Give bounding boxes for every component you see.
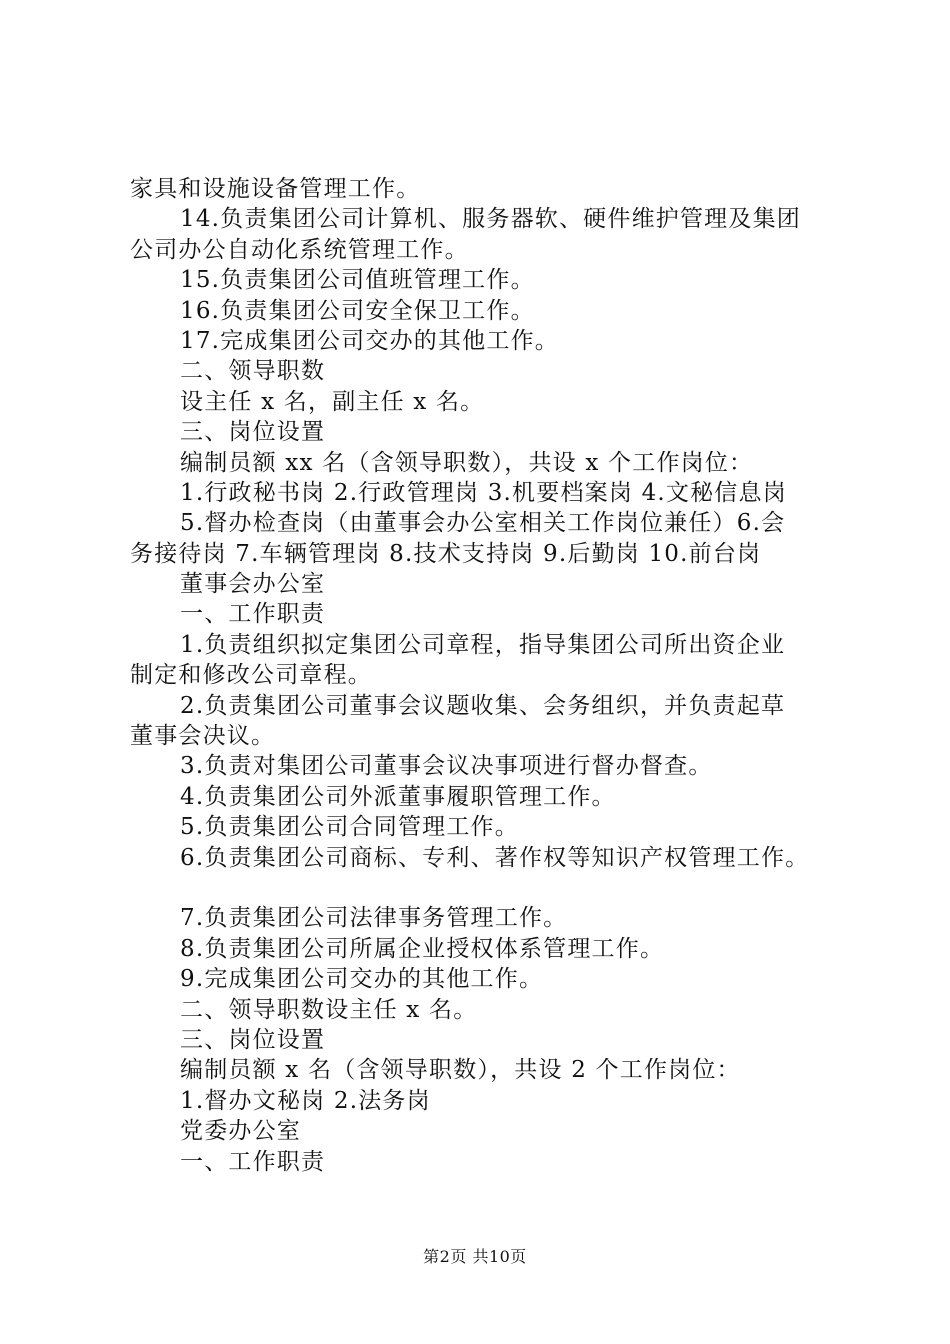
text-line: 设主任 x 名，副主任 x 名。 <box>180 388 485 415</box>
text-line: 1.督办文秘岗 2.法务岗 <box>180 1087 431 1114</box>
text-line: 6.负责集团公司商标、专利、著作权等知识产权管理工作。 <box>180 844 810 871</box>
text-line: 8.负责集团公司所属企业授权体系管理工作。 <box>180 935 665 962</box>
text-line: 4.负责集团公司外派董事履职管理工作。 <box>180 783 616 810</box>
text-line: 1.行政秘书岗 2.行政管理岗 3.机要档案岗 4.文秘信息岗 <box>180 479 787 506</box>
text-line: 3.负责对集团公司董事会议决事项进行督办督查。 <box>180 753 713 780</box>
text-line: 董事会决议。 <box>130 723 276 750</box>
text-line: 17.完成集团公司交办的其他工作。 <box>180 327 559 354</box>
text-line: 务接待岗 7.车辆管理岗 8.技术支持岗 9.后勤岗 10.前台岗 <box>130 540 762 567</box>
text-line: 一、工作职责 <box>180 1148 326 1175</box>
text-line: 制定和修改公司章程。 <box>130 662 372 689</box>
page-footer: 第2页 共10页 <box>423 1247 527 1266</box>
text-line: 二、领导职数 <box>180 358 326 385</box>
text-line: 7.负责集团公司法律事务管理工作。 <box>180 905 568 932</box>
text-line: 公司办公自动化系统管理工作。 <box>130 236 469 263</box>
document-body <box>130 174 870 1177</box>
text-line: 二、领导职数设主任 x 名。 <box>180 996 478 1023</box>
blank-line <box>130 873 870 903</box>
text-line: 1.负责组织拟定集团公司章程，指导集团公司所出资企业 <box>180 631 786 658</box>
text-line: 家具和设施设备管理工作。 <box>130 176 421 202</box>
text-line: 16.负责集团公司安全保卫工作。 <box>180 297 535 324</box>
text-line: 编制员额 xx 名（含领导职数），共设 x 个工作岗位： <box>180 449 754 476</box>
text-line: 三、岗位设置 <box>180 1026 326 1053</box>
text-line: 编制员额 x 名（含领导职数），共设 2 个工作岗位： <box>180 1057 741 1084</box>
text-line: 一、工作职责 <box>180 601 326 628</box>
text-line: 董事会办公室 <box>180 571 326 598</box>
text-line: 5.负责集团公司合同管理工作。 <box>180 814 519 841</box>
text-line: 党委办公室 <box>180 1118 301 1145</box>
text-line: 9.完成集团公司交办的其他工作。 <box>180 966 544 993</box>
text-line: 5.督办检查岗（由董事会办公室相关工作岗位兼任）6.会 <box>180 510 786 537</box>
text-line: 三、岗位设置 <box>180 419 326 446</box>
text-line: 2.负责集团公司董事会议题收集、会务组织，并负责起草 <box>180 692 786 719</box>
text-line: 14.负责集团公司计算机、服务器软、硬件维护管理及集团 <box>180 206 801 233</box>
text-line: 15.负责集团公司值班管理工作。 <box>180 267 535 294</box>
